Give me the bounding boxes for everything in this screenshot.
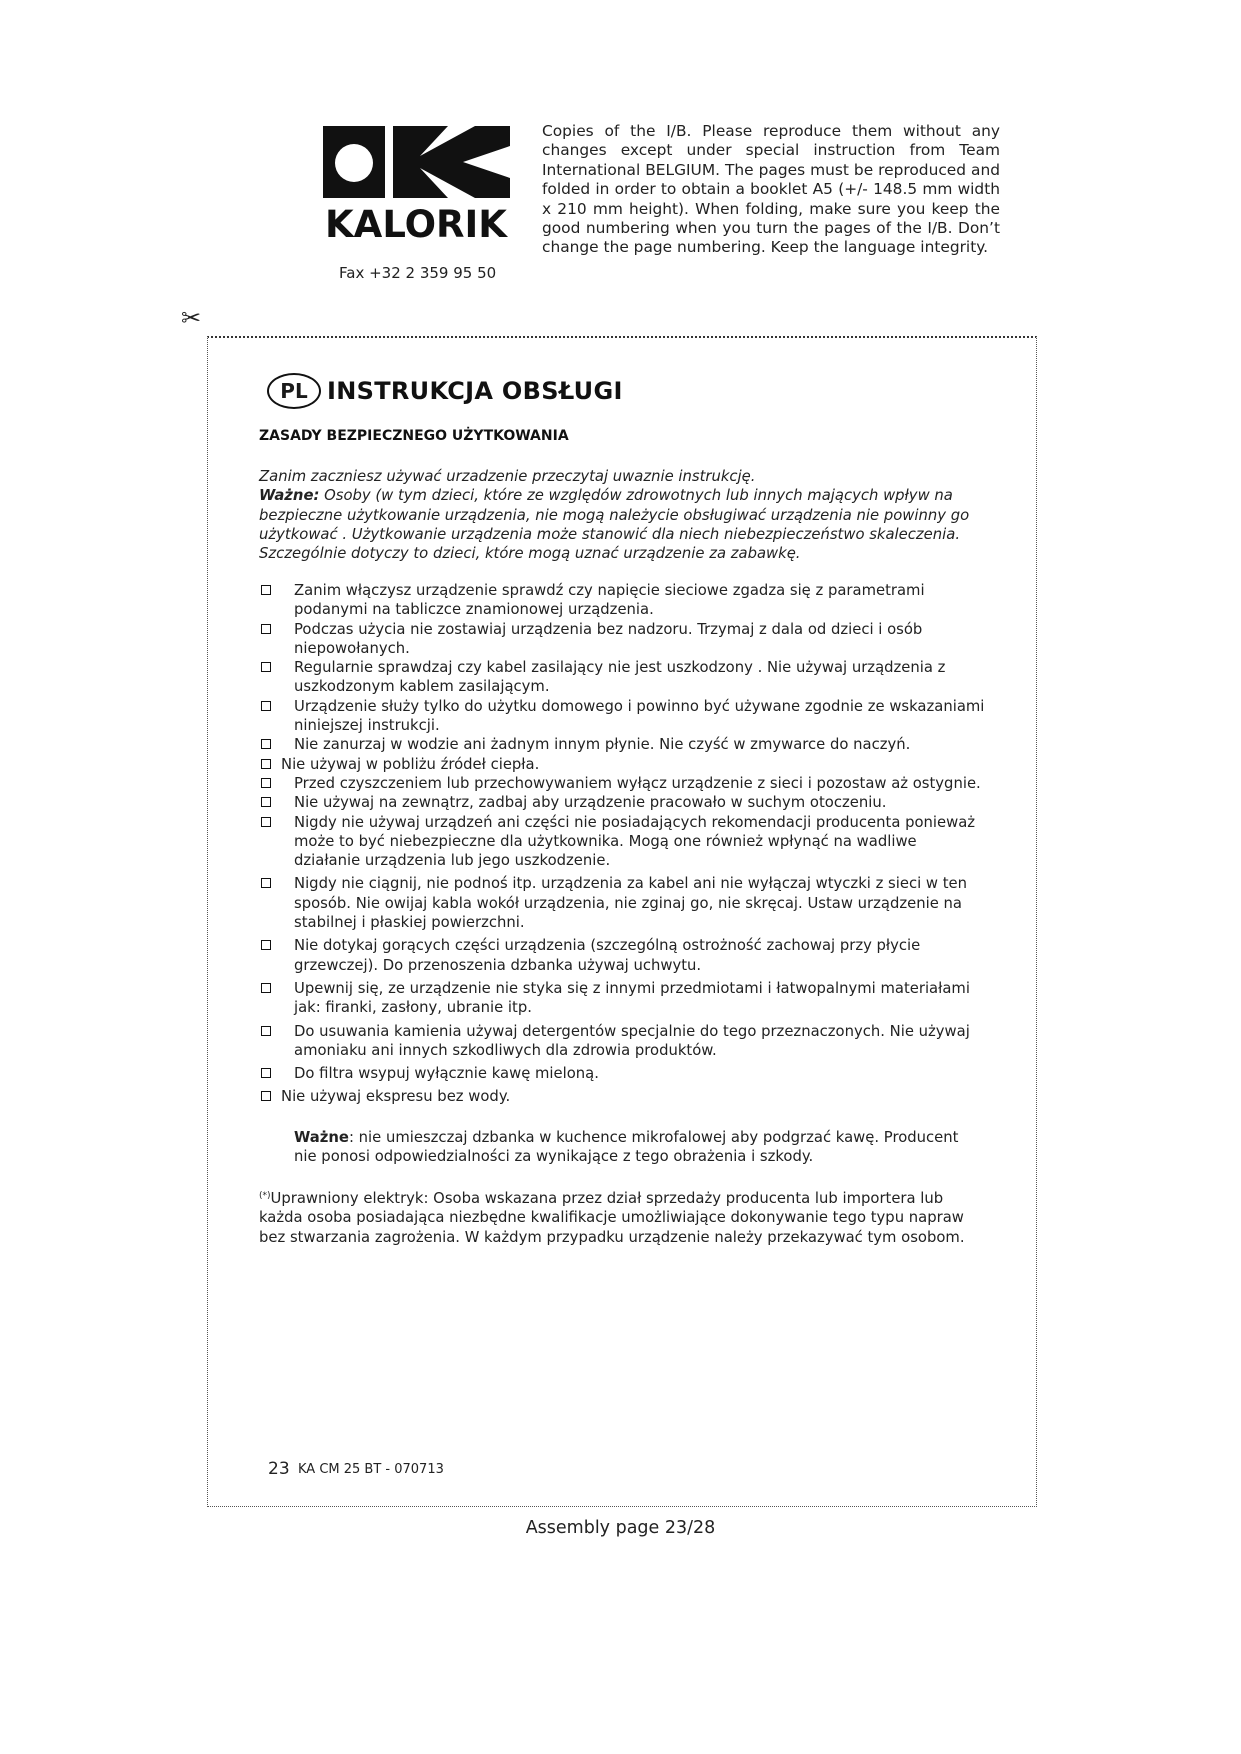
list-item: Do filtra wsypuj wyłącznie kawę mieloną. xyxy=(259,1064,987,1083)
important-note xyxy=(294,1128,984,1167)
checkbox-bullet-icon xyxy=(261,778,271,788)
intro-paragraph xyxy=(259,467,984,563)
checkbox-bullet-icon xyxy=(261,662,271,672)
fax-number: Fax +32 2 359 95 50 xyxy=(339,264,497,282)
checkbox-bullet-icon xyxy=(261,759,271,769)
list-item: Regularnie sprawdzaj czy kabel zasilający nie jest uszkodzony . Nie używaj urządzenia z uszkodzonym kablem zasilającym. xyxy=(259,658,987,697)
page-code: KA CM 25 BT - 070713 xyxy=(298,1462,444,1477)
important-label: Ważne: xyxy=(259,487,320,505)
checkbox-bullet-icon xyxy=(261,1026,271,1036)
list-item: Nie dotykaj gorących części urządzenia (szczególną ostrożność zachowaj przy płycie grzewczej). Do przenoszenia dzbanka używaj uchwytu. xyxy=(259,936,987,975)
checkbox-bullet-icon xyxy=(261,1091,271,1101)
manual-heading xyxy=(267,370,623,412)
language-badge: PL xyxy=(267,373,321,409)
list-item: Urządzenie służy tylko do użytku domowego i powinno być używane zgodnie ze wskazaniami niniejszej instrukcji. xyxy=(259,697,987,736)
copies-instruction: Copies of the I/B. Please reproduce them without any changes except under special instruction from Team International BELGIUM. The pages must be reproduced and folded in order to obtain a booklet A5 (+/- 148.5 mm width x 210 mm height). When folding, make sure you keep the good numbering when you turn the pages of the I/B. Don’t change the page numbering. Keep the language integrity. xyxy=(542,122,1000,257)
list-item: Zanim włączysz urządzenie sprawdź czy napięcie sieciowe zgadza się z parametrami podanymi na tabliczce znamionowej urządzenia. xyxy=(259,581,987,620)
checkbox-bullet-icon xyxy=(261,739,271,749)
list-item: Przed czyszczeniem lub przechowywaniem wyłącz urządzenie z sieci i pozostaw aż ostygnie. xyxy=(259,774,987,793)
checkbox-bullet-icon xyxy=(261,940,271,950)
note-text: : nie umieszczaj dzbanka w kuchence mikrofalowej aby podgrzać kawę. Producent nie ponosi odpowiedzialności za wynikające z tego obrażenia i szkody. xyxy=(294,1129,959,1166)
list-item: Nie używaj ekspresu bez wody. xyxy=(259,1087,987,1106)
section-title: ZASADY BEZPIECZNEGO UŻYTKOWANIA xyxy=(259,428,569,444)
svg-text:KALORIK: KALORIK xyxy=(325,203,507,244)
list-item: Nigdy nie używaj urządzeń ani części nie posiadających rekomendacji producenta ponieważ może to być niebezpieczne dla użytkownika. Mogą one również wpłynąć na wadliwe działanie urządzenia lub jego uszkodzenie. xyxy=(259,813,987,871)
scissors-icon: ✂ xyxy=(181,304,202,332)
checkbox-bullet-icon xyxy=(261,983,271,993)
list-item: Nigdy nie ciągnij, nie podnoś itp. urządzenia za kabel ani nie wyłączaj wtyczki z sieci w ten sposób. Nie owijaj kabla wokół urządzenia, nie zginaj go, nie skręcaj. Ustaw urządzenie na stabilnej i płaskiej powierzchni. xyxy=(259,874,987,932)
list-item: Do usuwania kamienia używaj detergentów specjalnie do tego przeznaczonych. Nie używaj amoniaku ani innych szkodliwych dla zdrowia produktów. xyxy=(259,1022,987,1061)
safety-list xyxy=(259,581,987,1107)
list-item: Nie zanurzaj w wodzie ani żadnym innym płynie. Nie czyść w zmywarce do naczyń. xyxy=(259,735,987,754)
checkbox-bullet-icon xyxy=(261,1068,271,1078)
list-item: Nie używaj na zewnątrz, zadbaj aby urządzenie pracowało w suchym otoczeniu. xyxy=(259,793,987,812)
checkbox-bullet-icon xyxy=(261,585,271,595)
list-item: Podczas użycia nie zostawiaj urządzenia bez nadzoru. Trzymaj z dala od dzieci i osób niepowołanych. xyxy=(259,620,987,659)
footnote xyxy=(259,1187,987,1247)
checkbox-bullet-icon xyxy=(261,817,271,827)
list-item: Nie używaj w pobliżu źródeł ciepła. xyxy=(259,755,987,774)
footnote-text: Uprawniony elektryk: Osoba wskazana przez dział sprzedaży producenta lub importera lub każda osoba posiadająca niezbędne kwalifikacje umożliwiające dokonywanie tego typu napraw bez stwarzania zagrożenia. W każdym przypadku urządzenie należy przekazywać tym osobom. xyxy=(259,1190,965,1246)
page-number: 23 xyxy=(268,1459,290,1479)
manual-title: INSTRUKCJA OBSŁUGI xyxy=(327,377,623,405)
intro-important xyxy=(259,486,984,563)
checkbox-bullet-icon xyxy=(261,797,271,807)
assembly-page-label: Assembly page 23/28 xyxy=(525,1518,716,1538)
checkbox-bullet-icon xyxy=(261,878,271,888)
note-label: Ważne xyxy=(294,1129,349,1146)
footnote-marker: (*) xyxy=(259,1191,271,1201)
list-item: Upewnij się, ze urządzenie nie styka się z innymi przedmiotami i łatwopalnymi materiałami jak: firanki, zasłony, ubranie itp. xyxy=(259,979,987,1018)
intro-line: Zanim zaczniesz używać urzadzenie przeczytaj uwaznie instrukcję. xyxy=(259,468,756,485)
kalorik-logo xyxy=(323,126,510,244)
important-text: Osoby (w tym dzieci, które ze względów zdrowotnych lub innych mających wpływ na bezpieczne użytkowanie urządzenia, nie mogą należycie obsługiwać urządzenia nie powinny go użytkować . Użytkowanie urządzenia może stanowić dla niech niebezpieczeństwo skaleczenia. Szczególnie dotyczy to dzieci, które mogą uznać urządzenie za zabawkę. xyxy=(259,487,970,563)
checkbox-bullet-icon xyxy=(261,701,271,711)
checkbox-bullet-icon xyxy=(261,624,271,634)
